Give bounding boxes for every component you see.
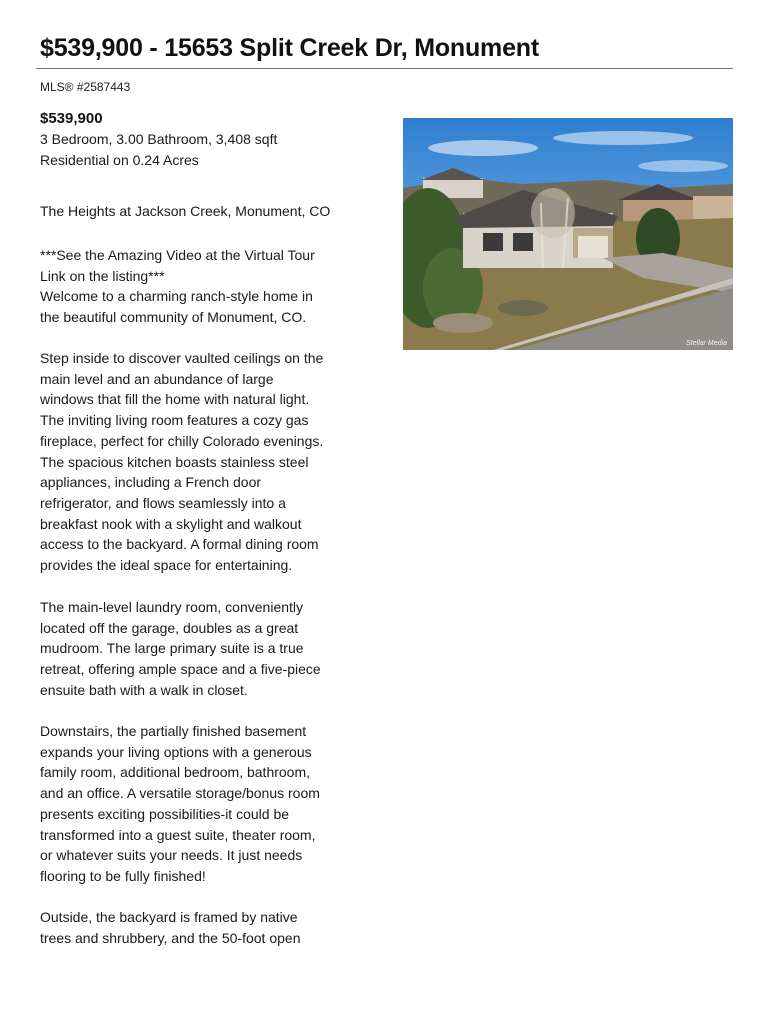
listing-price: $539,900 [40, 110, 103, 127]
description-paragraph-3: The main-level laundry room, conveniently located off the garage, doubles as a great mudroom. The large primary suite is a true retreat, offering ample space and a five-piece ensuite bath with a walk in closet. [40, 599, 321, 698]
description-paragraph-2: Step inside to discover vaulted ceilings on the main level and an abundance of large windows that fill the home with natural light. The inviting living room features a cozy gas fireplace, perfect for chilly Colorado evenings. The spacious kitchen boasts stainless steel appliances, including a French door refrigerator, and flows seamlessly into a breakfast nook with a skylight and walkout access to the backyard. A formal dining room provides the ideal space for entertaining. [40, 350, 324, 574]
description-paragraph-5: Outside, the backyard is framed by native trees and shrubbery, and the 50-foot open [40, 909, 301, 946]
listing-title: $539,900 - 15653 Split Creek Dr, Monument [40, 34, 539, 62]
property-photo[interactable] [403, 118, 733, 350]
listing-type: Residential on 0.24 Acres [40, 152, 199, 168]
listing-subdivision: The Heights at Jackson Creek, Monument, CO [40, 203, 331, 219]
listing-summary: 3 Bedroom, 3.00 Bathroom, 3,408 sqft [40, 131, 278, 147]
photo-credit: Stellar Media [686, 340, 727, 347]
description-paragraph-4: Downstairs, the partially finished basement expands your living options with a generous family room, additional bedroom, bathroom, and an office. A versatile storage/bonus room presents exciting possibilities-it could be transformed into a guest suite, theater room, or whatever suits your needs. It just needs flooring to be fully finished! [40, 723, 320, 884]
title-divider [36, 68, 733, 69]
mls-number: MLS® #2587443 [40, 80, 131, 94]
description-paragraph-1: ***See the Amazing Video at the Virtual Tour Link on the listing*** Welcome to a charming ranch-style home in the beautiful community of Monument, CO. [40, 247, 315, 326]
